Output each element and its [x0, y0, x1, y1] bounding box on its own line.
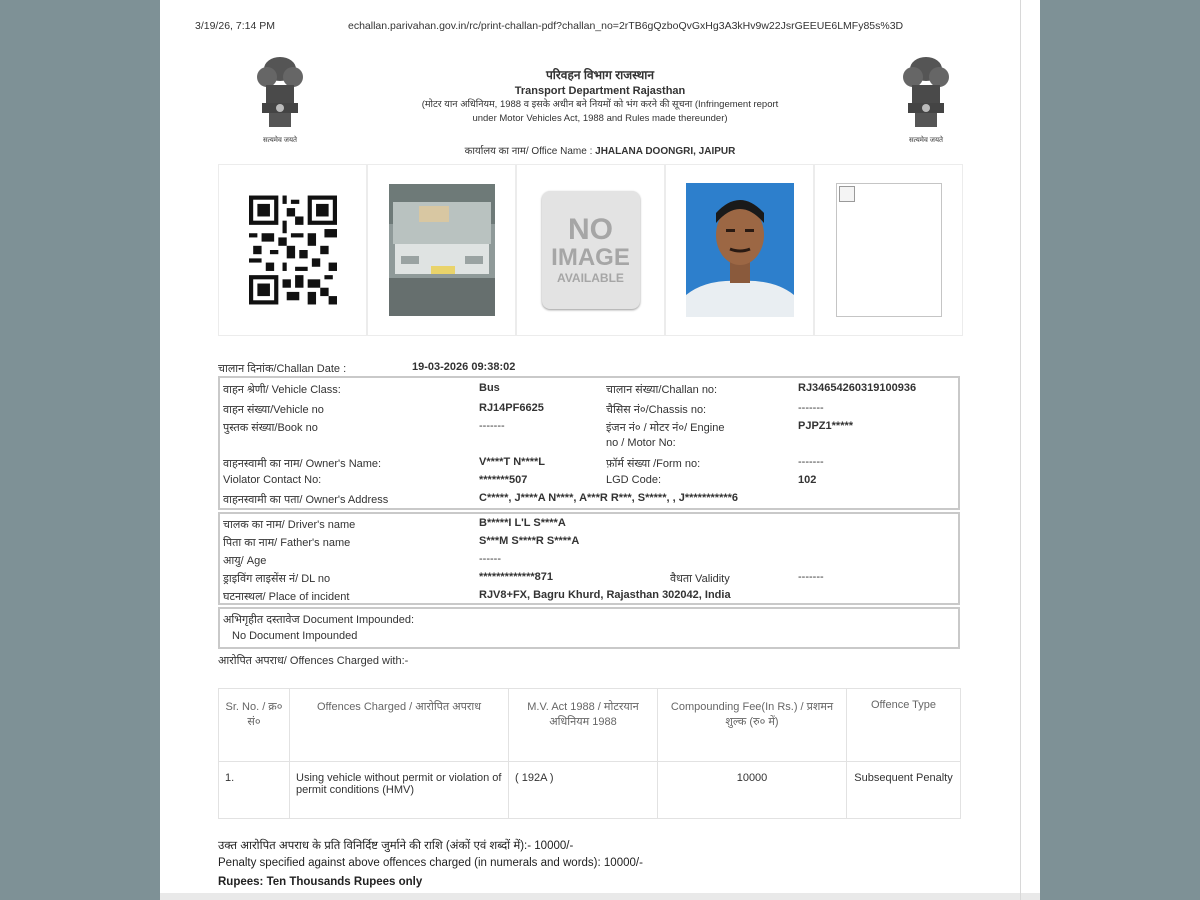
print-url: echallan.parivahan.gov.in/rc/print-challan-pdf?challan_no=2rTB6gQzboQvGxHg3A3kHv9w22JsrGEEUE6LMFy85s%3D	[348, 20, 904, 32]
place-value: RJV8+FX, Bagru Khurd, Rajasthan 302042, India	[479, 589, 731, 601]
title-hindi: परिवहन विभाग राजस्थान	[545, 68, 655, 82]
offences-title: आरोपित अपराध/ Offences Charged with:-	[218, 655, 409, 667]
challan-date-label: चालान दिनांक/Challan Date :	[218, 363, 347, 375]
qr-code-icon	[249, 195, 337, 305]
vehicle-no-label: वाहन संख्या/Vehicle no	[223, 404, 324, 416]
broken-image-icon	[839, 186, 855, 202]
document-page	[160, 0, 1040, 900]
state-emblem-right	[898, 55, 954, 145]
challan-no-label: चालान संख्या/Challan no:	[606, 384, 718, 396]
table-header-row	[219, 689, 961, 762]
chassis-no-label: चैसिस नं०/Chassis no:	[606, 404, 707, 416]
broken-image-frame	[836, 183, 942, 317]
offences-table	[218, 688, 961, 819]
owner-address-label: वाहनस्वामी का पता/ Owner's Address	[223, 494, 389, 506]
challan-date	[218, 361, 516, 376]
emblem-caption: सत्यमेव जयते	[908, 137, 944, 144]
subtitle-line2: under Motor Vehicles Act, 1988 and Rules made thereunder)	[472, 113, 728, 124]
age-value: ------	[479, 553, 501, 565]
state-emblem-left	[252, 55, 308, 145]
engine-no-value: PJPZ1*****	[798, 420, 854, 432]
father-name-label: पिता का नाम/ Father's name	[223, 537, 351, 549]
dl-no-value: *************871	[479, 571, 554, 583]
document-impounded-label: अभिगृहीत दस्तावेज Document Impounded:	[223, 614, 415, 626]
vehicle-details-box	[218, 376, 960, 510]
cell-type: Subsequent Penalty	[847, 762, 961, 819]
ashoka-emblem-icon	[898, 55, 954, 133]
office-name	[340, 143, 860, 157]
document-impounded-box	[218, 607, 960, 649]
penalty-hindi: उक्त आरोपित अपराध के प्रति विनिर्दिष्ट जुर्माने की राशि (अंकों एवं शब्दों में):- 10000/-	[218, 840, 574, 852]
evidence-photo-row	[218, 164, 963, 336]
age-label: आयु/ Age	[223, 555, 267, 567]
book-no-value: -------	[479, 420, 505, 432]
emblem-caption: सत्यमेव जयते	[262, 137, 298, 144]
challan-date-value: 19-03-2026 09:38:02	[412, 361, 516, 373]
owner-name-label: वाहनस्वामी का नाम/ Owner's Name:	[223, 458, 382, 470]
no-image-placeholder	[542, 191, 640, 309]
penalty-words: Rupees: Ten Thousands Rupees only	[218, 876, 423, 888]
challan-no-value: RJ3465426031910093​6	[798, 382, 917, 394]
cell-fee: 10000	[658, 762, 847, 819]
engine-no-label: इंजन नं० / मोटर नं०/ Engine	[606, 422, 725, 434]
table-row	[219, 762, 961, 819]
col-act: M.V. Act 1988 / मोटरयान अधिनियम 1988	[509, 689, 658, 762]
col-fee: Compounding Fee(In Rs.) / प्रशमन शुल्क (रु० में)	[658, 689, 847, 762]
title-english: Transport Department Rajasthan	[514, 85, 686, 97]
vehicle-photo	[389, 184, 495, 316]
penalty-english: Penalty specified against above offences charged (in numerals and words): 10000/-	[218, 857, 643, 869]
cell-sr: 1.	[219, 762, 290, 819]
qr-code-cell	[218, 164, 367, 336]
signature-cell	[814, 164, 963, 336]
chassis-no-value: -------	[798, 402, 824, 414]
vehicle-photo-cell	[367, 164, 516, 336]
no-image-line2: IMAGE	[551, 244, 630, 271]
lgd-code-label: LGD Code:	[606, 474, 662, 486]
office-value: JHALANA DOONGRI, JAIPUR	[595, 146, 736, 157]
page-edge-divider	[1020, 0, 1021, 900]
cell-act: ( 192A )	[509, 762, 658, 819]
place-label: घटनास्थल/ Place of incident	[223, 591, 350, 603]
contact-no-value: *******507	[479, 474, 528, 486]
cell-offence: Using vehicle without permit or violation of permit conditions (HMV)	[290, 762, 509, 819]
vehicle-class-value: Bus	[479, 382, 500, 394]
print-date: 3/19/26, 7:14 PM	[195, 20, 275, 32]
print-header	[195, 20, 985, 36]
owner-address-value: C*****, J****A N****, A***R R***, S*****, , J***********6	[479, 492, 739, 504]
page-bottom-edge	[160, 893, 1040, 900]
engine-no-label-cont: no / Motor No:	[606, 437, 676, 449]
driver-details-box	[218, 512, 960, 605]
vehicle-class-label: वाहन श्रेणी/ Vehicle Class:	[223, 384, 341, 396]
driver-name-value: B*****I L'L S****A	[479, 517, 566, 529]
form-no-label: फ़ॉर्म संख्या /Form no:	[606, 458, 701, 470]
no-image-line1: NO	[568, 213, 613, 246]
office-label: कार्यालय का नाम/ Office Name :	[464, 146, 593, 157]
father-name-value: S***M S****R S****A	[479, 535, 580, 547]
document-impounded-value: No Document Impounded	[232, 630, 358, 642]
validity-label: वैधता Validity	[670, 573, 730, 585]
validity-value: -------	[798, 571, 824, 583]
no-image-line3: AVAILABLE	[557, 271, 624, 285]
vehicle-no-value: RJ14PF6625	[479, 402, 544, 414]
subtitle-line1: (मोटर यान अधिनियम, 1988 व इसके अधीन बने नियमों को भंग करने की सूचना (Infringement report	[421, 99, 779, 110]
contact-no-label: Violator Contact No:	[223, 474, 322, 486]
dl-no-label: ड्राइविंग लाइसेंस नं/ DL no	[223, 573, 331, 585]
col-offence: Offences Charged / आरोपित अपराध	[290, 689, 509, 762]
owner-name-value: V****T N****L	[479, 456, 546, 468]
col-type: Offence Type	[847, 689, 961, 762]
document-title	[360, 66, 840, 125]
no-image-cell	[516, 164, 665, 336]
form-no-value: -------	[798, 456, 824, 468]
lgd-code-value: 102	[798, 474, 817, 486]
col-sr: Sr. No. / क्र० सं०	[219, 689, 290, 762]
book-no-label: पुस्तक संख्या/Book no	[223, 422, 318, 434]
driver-photo	[686, 183, 794, 317]
driver-photo-cell	[665, 164, 814, 336]
driver-name-label: चालक का नाम/ Driver's name	[223, 519, 356, 531]
ashoka-emblem-icon	[252, 55, 308, 133]
